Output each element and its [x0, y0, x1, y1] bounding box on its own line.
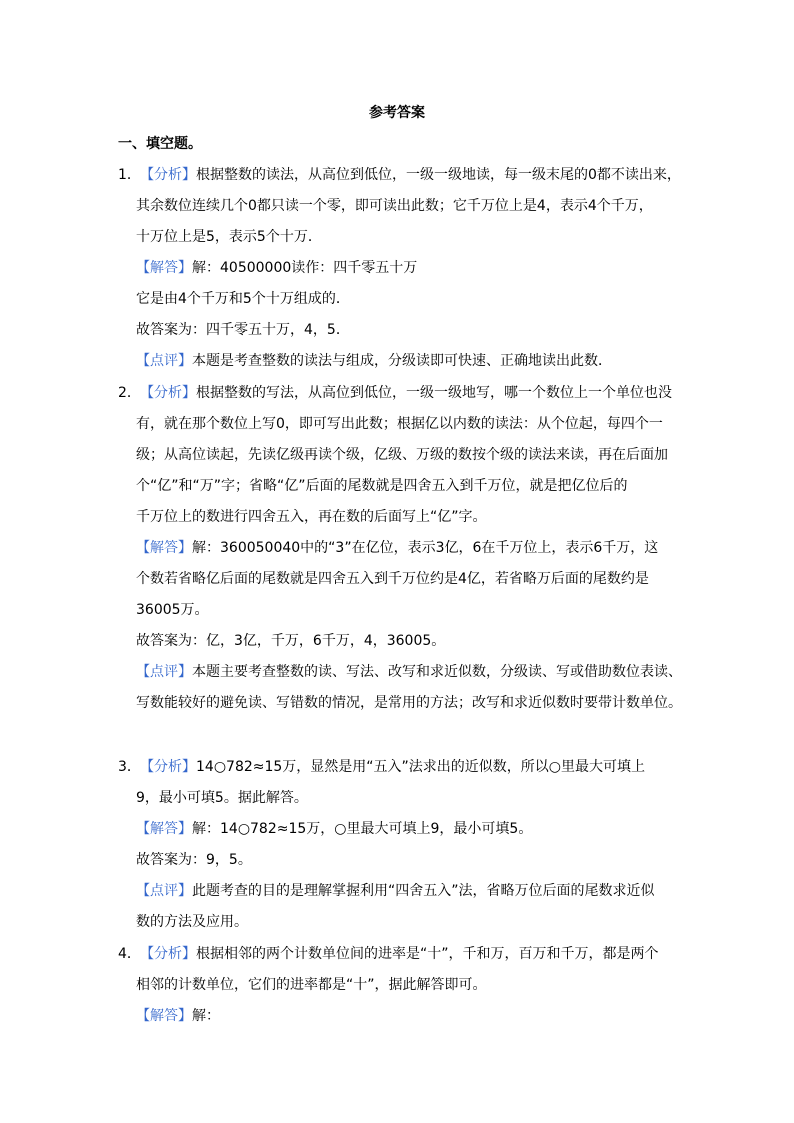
q1-analysis-text-1: 根据整数的读法，从高位到低位，一级一级地读，每一级末尾的0都不读出来，	[196, 167, 681, 183]
q1-analysis-line-2: 其余数位连续几个0都只读一个零，即可读出此数；它千万位上是4，表示4个千万，	[136, 198, 653, 214]
q1-number: 1．	[118, 167, 141, 183]
q3-answer-line-1	[136, 819, 532, 839]
analysis-tag: 【分析】	[140, 167, 196, 183]
q3-analysis-text-1: 14○782≈15万，显然是用“五入”法求出的近似数，所以○里最大可填上	[196, 759, 646, 775]
comment-tag: 【点评】	[136, 353, 192, 369]
q2-analysis-line-5: 千万位上的数进行四舍五入，再在数的后面写上“亿”字。	[136, 509, 487, 525]
q1-comment-text-1: 本题是考查整数的读法与组成，分级读即可快速、正确地读出此数．	[192, 353, 612, 369]
q3-analysis-line-1	[118, 757, 645, 777]
answer-tag: 【解答】	[136, 821, 192, 837]
q2-comment-text-1: 本题主要考查整数的读、写法、改写和求近似数，分级读、写或借助数位表读、	[192, 664, 682, 680]
q4-answer-text-1: 解：	[192, 1008, 220, 1024]
q1-answer-line-2: 它是由4个千万和5个十万组成的．	[136, 291, 350, 307]
q1-comment-line-1	[136, 351, 612, 371]
analysis-tag: 【分析】	[140, 946, 196, 962]
q3-comment-line-2: 数的方法及应用。	[136, 914, 248, 930]
q1-analysis-line-1	[118, 165, 681, 185]
q2-comment-line-2: 写数能较好的避免读、写错数的情况，是常用的方法；改写和求近似数时要带计数单位。	[136, 695, 682, 711]
q4-analysis-text-1: 根据相邻的两个计数单位间的进率是“十”，千和万，百万和千万，都是两个	[196, 946, 659, 962]
q3-answer-line-2: 故答案为：9，5。	[136, 852, 252, 868]
q1-answer-line-3: 故答案为：四千零五十万，4，5．	[136, 322, 350, 338]
q2-answer-line-2: 个数若省略亿后面的尾数就是四舍五入到千万位约是4亿，若省略万后面的尾数约是	[136, 571, 649, 587]
section-heading: 一、填空题。	[118, 136, 202, 152]
answer-tag: 【解答】	[136, 1008, 192, 1024]
comment-tag: 【点评】	[136, 664, 192, 680]
q3-answer-text-1: 解：14○782≈15万，○里最大可填上9，最小可填5。	[192, 821, 533, 837]
q4-analysis-line-2: 相邻的计数单位，它们的进率都是“十”，据此解答即可。	[136, 977, 487, 993]
q2-number: 2．	[118, 385, 141, 401]
q3-comment-text-1: 此题考查的目的是理解掌握利用“四舍五入”法，省略万位后面的尾数求近似	[192, 883, 655, 899]
q2-answer-line-3: 36005万。	[136, 602, 209, 618]
q2-answer-line-4: 故答案为：亿，3亿，千万，6千万，4，36005。	[136, 633, 446, 649]
q3-comment-line-1	[136, 881, 655, 901]
q2-answer-line-1	[136, 538, 658, 558]
comment-tag: 【点评】	[136, 883, 192, 899]
q2-analysis-line-2: 有，就在那个数位上写0，即可写出此数；根据亿以内数的读法：从个位起，每四个一	[136, 416, 663, 432]
q4-answer-line-1	[136, 1006, 220, 1026]
q2-analysis-line-4: 个“亿”和“万”字；省略“亿”后面的尾数就是四舍五入到千万位，就是把亿位后的	[136, 478, 628, 494]
q3-analysis-line-2: 9，最小可填5。据此解答。	[136, 790, 308, 806]
q1-analysis-line-3: 十万位上是5，表示5个十万．	[136, 229, 322, 245]
q4-analysis-line-1	[118, 944, 659, 964]
page-title: 参考答案	[369, 105, 425, 121]
analysis-tag: 【分析】	[140, 385, 196, 401]
q2-comment-line-1	[136, 662, 682, 682]
q4-number: 4．	[118, 946, 141, 962]
q2-analysis-line-3: 级；从高位读起，先读亿级再读个级，亿级、万级的数按个级的读法来读，再在后面加	[136, 447, 668, 463]
q2-analysis-text-1: 根据整数的写法，从高位到低位，一级一级地写，哪一个数位上一个单位也没	[196, 385, 672, 401]
q3-number: 3．	[118, 759, 141, 775]
answer-tag: 【解答】	[136, 540, 192, 556]
q2-answer-text-1: 解：360050040中的“3”在亿位，表示3亿，6在千万位上，表示6千万，这	[192, 540, 659, 556]
answer-tag: 【解答】	[136, 260, 192, 276]
analysis-tag: 【分析】	[140, 759, 196, 775]
q1-answer-line-1	[136, 258, 417, 278]
q1-answer-text-1: 解：40500000读作：四千零五十万	[192, 260, 418, 276]
q2-analysis-line-1	[118, 383, 672, 403]
